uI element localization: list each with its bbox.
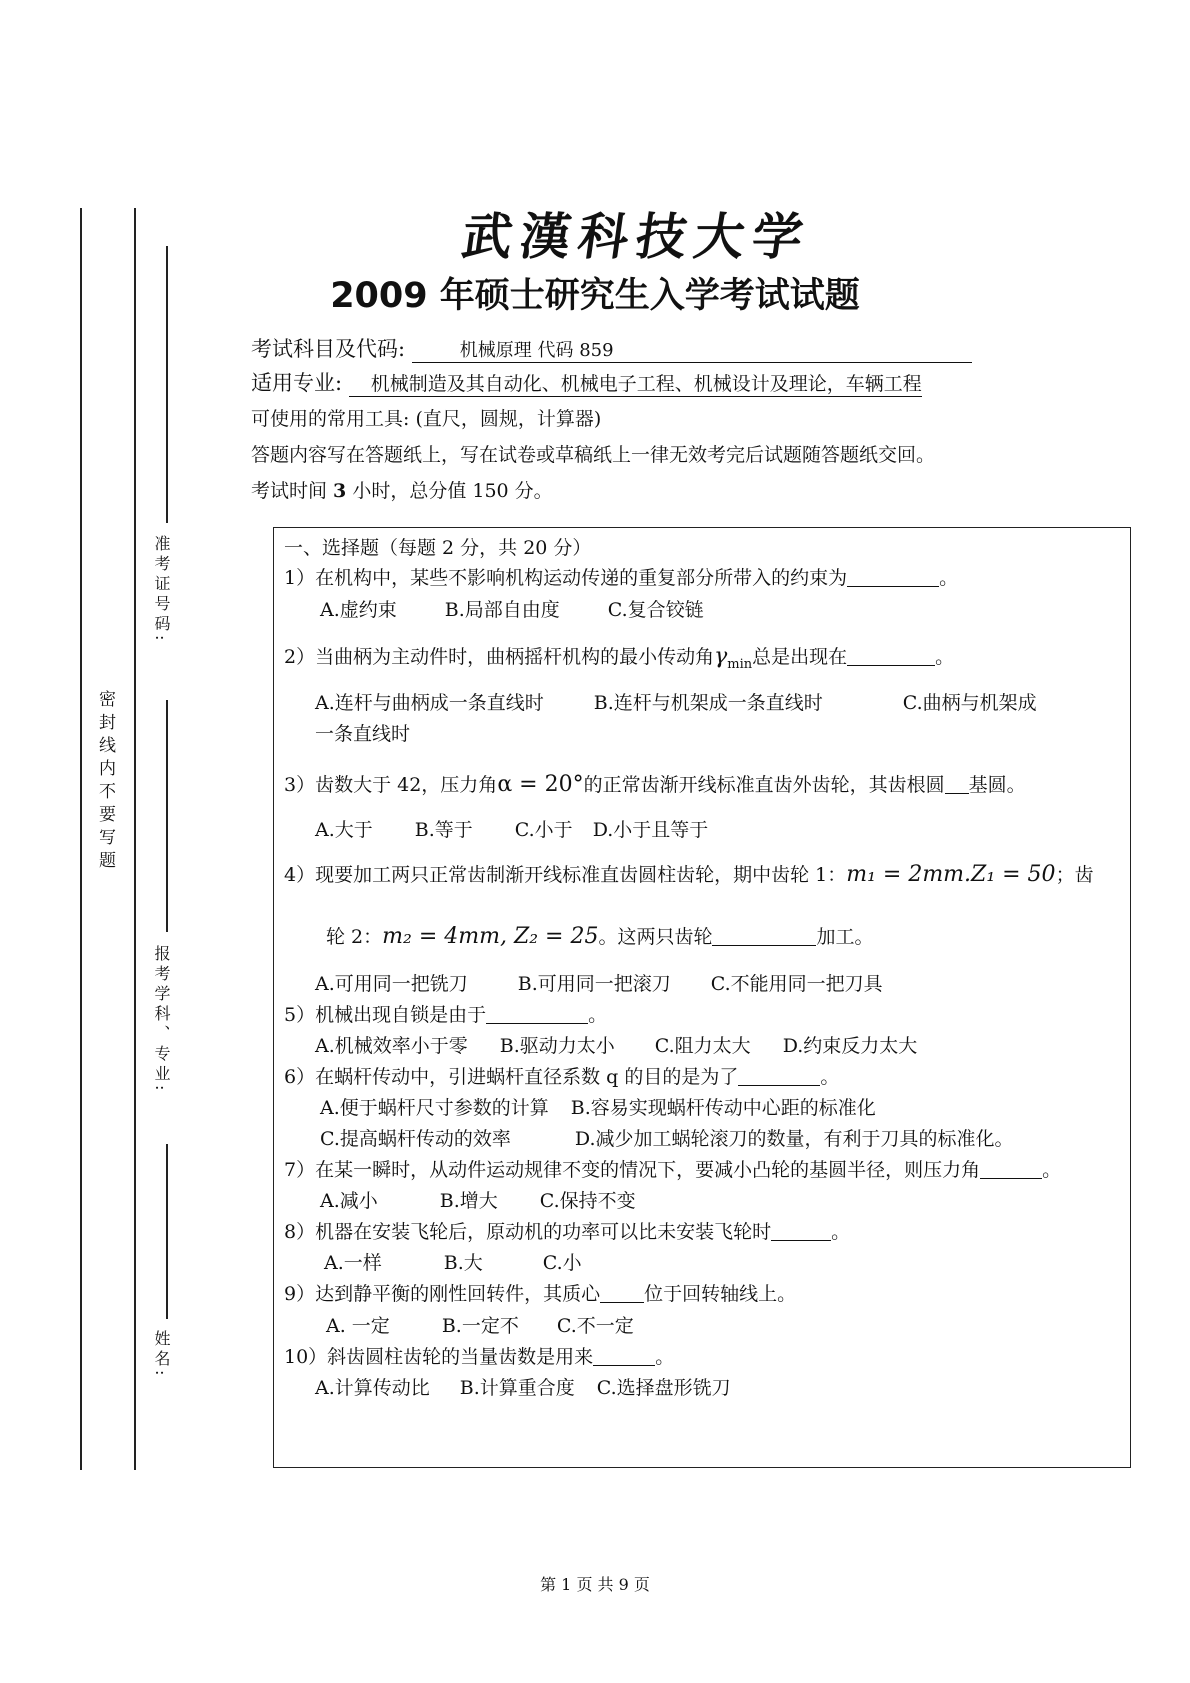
time-line <box>251 476 553 503</box>
min-transmission-angle <box>714 644 753 672</box>
option: C.不能用同一把刀具 <box>710 973 883 995</box>
q7-stem: 7）在某一瞬时，从动件运动规律不变的情况下，要减小凸轮的基圆半径，则压力角 <box>284 1159 981 1181</box>
question-9 <box>284 1279 796 1306</box>
option: A.减小 <box>320 1190 378 1212</box>
option: C.小 <box>542 1252 582 1274</box>
q4-line2-b: 。这两只齿轮 <box>598 926 713 948</box>
major-blank <box>166 700 168 932</box>
q1-options <box>320 595 704 622</box>
min-subscript: min <box>727 657 753 672</box>
option: D.小于且等于 <box>592 819 709 841</box>
q9-stem: 9）达到静平衡的刚性回转件，其质心 <box>284 1283 601 1305</box>
q7-options <box>320 1186 636 1213</box>
q4-stem: 4）现要加工两只正常齿制渐开线标准直齿圆柱齿轮，期中齿轮 1： <box>284 864 847 886</box>
option: B.大 <box>443 1252 483 1274</box>
q9-options <box>326 1311 634 1338</box>
option: B.增大 <box>439 1190 498 1212</box>
q1-stem: 1）在机构中，某些不影响机构运动传递的重复部分所带入的约束为 <box>284 567 848 589</box>
option: B.一定不 <box>441 1315 519 1337</box>
tools-line: 可使用的常用工具: (直尺，圆规，计算器) <box>251 408 602 430</box>
q5-options <box>315 1031 917 1058</box>
q3-stem-b: 的正常齿渐开线标准直齿外齿轮，其齿根圆 <box>583 774 945 796</box>
question-6 <box>284 1062 839 1089</box>
pressure-angle-formula: α = 20° <box>497 772 584 797</box>
name-blank <box>166 1144 168 1319</box>
option: B.可用同一把滚刀 <box>517 973 671 995</box>
subject-value <box>412 336 972 363</box>
q6-end: 。 <box>820 1066 840 1088</box>
major-label: 报考学科、专业: <box>152 945 171 1095</box>
name-label: 姓名: <box>152 1330 171 1380</box>
binding-line-outer <box>80 208 82 1470</box>
answer-blank <box>771 1221 831 1241</box>
option: B.局部自由度 <box>444 599 560 621</box>
q1-end: 。 <box>939 567 959 589</box>
university-logo: 武漢科技大学 <box>458 207 815 266</box>
q3-stem: 3）齿数大于 42，压力角 <box>284 774 498 796</box>
q6-options-row1 <box>320 1093 876 1120</box>
option: B.驱动力太小 <box>499 1035 615 1057</box>
question-4 <box>284 860 1094 887</box>
question-8 <box>284 1217 850 1244</box>
option: C.阻力太大 <box>654 1035 751 1057</box>
option: C.选择盘形铣刀 <box>596 1377 731 1399</box>
admission-number-label: 准考证号码: <box>152 535 171 645</box>
q2-stem-b: 总是出现在 <box>752 646 848 668</box>
q6-stem: 6）在蜗杆传动中，引进蜗杆直径系数 q 的目的是为了 <box>284 1066 739 1088</box>
answer-blank <box>738 1066 820 1086</box>
instructions-line: 答题内容写在答题纸上，写在试卷或草稿纸上一律无效考完后试题随答题纸交回。 <box>251 444 936 466</box>
q10-stem: 10）斜齿圆柱齿轮的当量齿数是用来 <box>284 1346 594 1368</box>
major-value <box>349 369 922 397</box>
gamma-symbol: γ <box>714 644 728 669</box>
q8-stem: 8）机器在安装飞轮后，原动机的功率可以比未安装飞轮时 <box>284 1221 772 1243</box>
answer-blank <box>847 567 939 587</box>
option: C.保持不变 <box>539 1190 636 1212</box>
option: A.虚约束 <box>320 599 397 621</box>
section-heading: 一、选择题（每题 2 分，共 20 分） <box>284 537 592 559</box>
major-line <box>251 367 922 397</box>
option: A.大于 <box>315 819 373 841</box>
q10-end: 。 <box>655 1346 675 1368</box>
q2-option-cont: 一条直线时 <box>315 723 411 745</box>
q7-end: 。 <box>1042 1159 1062 1181</box>
option: B.连杆与机架成一条直线时 <box>593 692 823 714</box>
question-1 <box>284 563 958 590</box>
option: A.计算传动比 <box>315 1377 430 1399</box>
question-10 <box>284 1342 674 1369</box>
q6-options-row2 <box>320 1124 1014 1151</box>
question-5 <box>284 1000 607 1027</box>
answer-blank <box>945 774 969 794</box>
q4-end: 加工。 <box>816 926 874 948</box>
time-mid: 小时，总分值 <box>346 480 473 502</box>
time-hours: 3 <box>333 480 347 502</box>
option: D.约束反力太大 <box>782 1035 918 1057</box>
option: B.等于 <box>414 819 473 841</box>
option: A.可用同一把铣刀 <box>315 973 468 995</box>
major-label-header: 适用专业: <box>251 371 343 395</box>
answer-blank <box>712 926 816 946</box>
answer-blank <box>486 1004 588 1024</box>
question-7 <box>284 1155 1061 1182</box>
q9-end: 位于回转轴线上。 <box>644 1283 797 1305</box>
q8-end: 。 <box>831 1221 851 1243</box>
option: A.机械效率小于零 <box>315 1035 468 1057</box>
q10-options <box>315 1373 731 1400</box>
binding-line-inner <box>134 208 136 1470</box>
page-footer: 第 1 页 共 9 页 <box>540 1575 650 1594</box>
answer-blank <box>847 646 935 666</box>
subject-line <box>251 333 972 363</box>
exam-title: 2009 年硕士研究生入学考试试题 <box>330 276 860 316</box>
q8-options <box>324 1248 582 1275</box>
subject-value-text: 机械原理 代码 859 <box>459 340 614 361</box>
time-prefix: 考试时间 <box>251 480 334 502</box>
q2-stem: 2）当曲柄为主动件时，曲柄摇杆机构的最小传动角 <box>284 646 715 668</box>
answer-blank <box>600 1283 644 1303</box>
q5-stem: 5）机械出现自锁是由于 <box>284 1004 487 1026</box>
option: C.复合铰链 <box>607 599 704 621</box>
question-3 <box>284 770 1026 797</box>
option: A.连杆与曲柄成一条直线时 <box>315 692 544 714</box>
q4-stem-b: ；齿 <box>1055 864 1094 886</box>
q4-line2-a: 轮 2： <box>326 926 383 948</box>
option: C.不一定 <box>556 1315 634 1337</box>
seal-line-text: 密封线内不要写题 <box>95 690 115 874</box>
option: A.便于蜗杆尺寸参数的计算 <box>320 1097 549 1119</box>
option: D.减少加工蜗轮滚刀的数量，有利于刀具的标准化。 <box>574 1128 1014 1150</box>
question-4-line2 <box>326 922 874 949</box>
q4-options <box>315 969 883 996</box>
option: C.提高蜗杆传动的效率 <box>320 1128 511 1150</box>
gear2-formula: m₂ = 4mm, Z₂ = 25 <box>382 924 599 949</box>
option: A.一样 <box>324 1252 382 1274</box>
q2-options <box>315 688 1037 715</box>
q3-end: 基圆。 <box>968 774 1026 796</box>
gear1-formula: m₁ = 2mm.Z₁ = 50 <box>846 862 1056 887</box>
major-value-text: 机械制造及其自动化、机械电子工程、机械设计及理论，车辆工程 <box>370 373 922 395</box>
option: C.曲柄与机架成 <box>902 692 1037 714</box>
question-2 <box>284 642 954 672</box>
q2-end: 。 <box>935 646 955 668</box>
option: B.容易实现蜗杆传动中心距的标准化 <box>570 1097 876 1119</box>
q5-end: 。 <box>588 1004 608 1026</box>
subject-label: 考试科目及代码: <box>251 337 406 361</box>
option: A. 一定 <box>326 1315 390 1337</box>
answer-blank <box>593 1346 655 1366</box>
time-suffix: 分。 <box>508 480 553 502</box>
option: C.小于 <box>514 819 573 841</box>
time-score: 150 <box>472 480 509 502</box>
answer-blank <box>980 1159 1042 1179</box>
q3-options <box>315 815 708 842</box>
option: B.计算重合度 <box>459 1377 575 1399</box>
